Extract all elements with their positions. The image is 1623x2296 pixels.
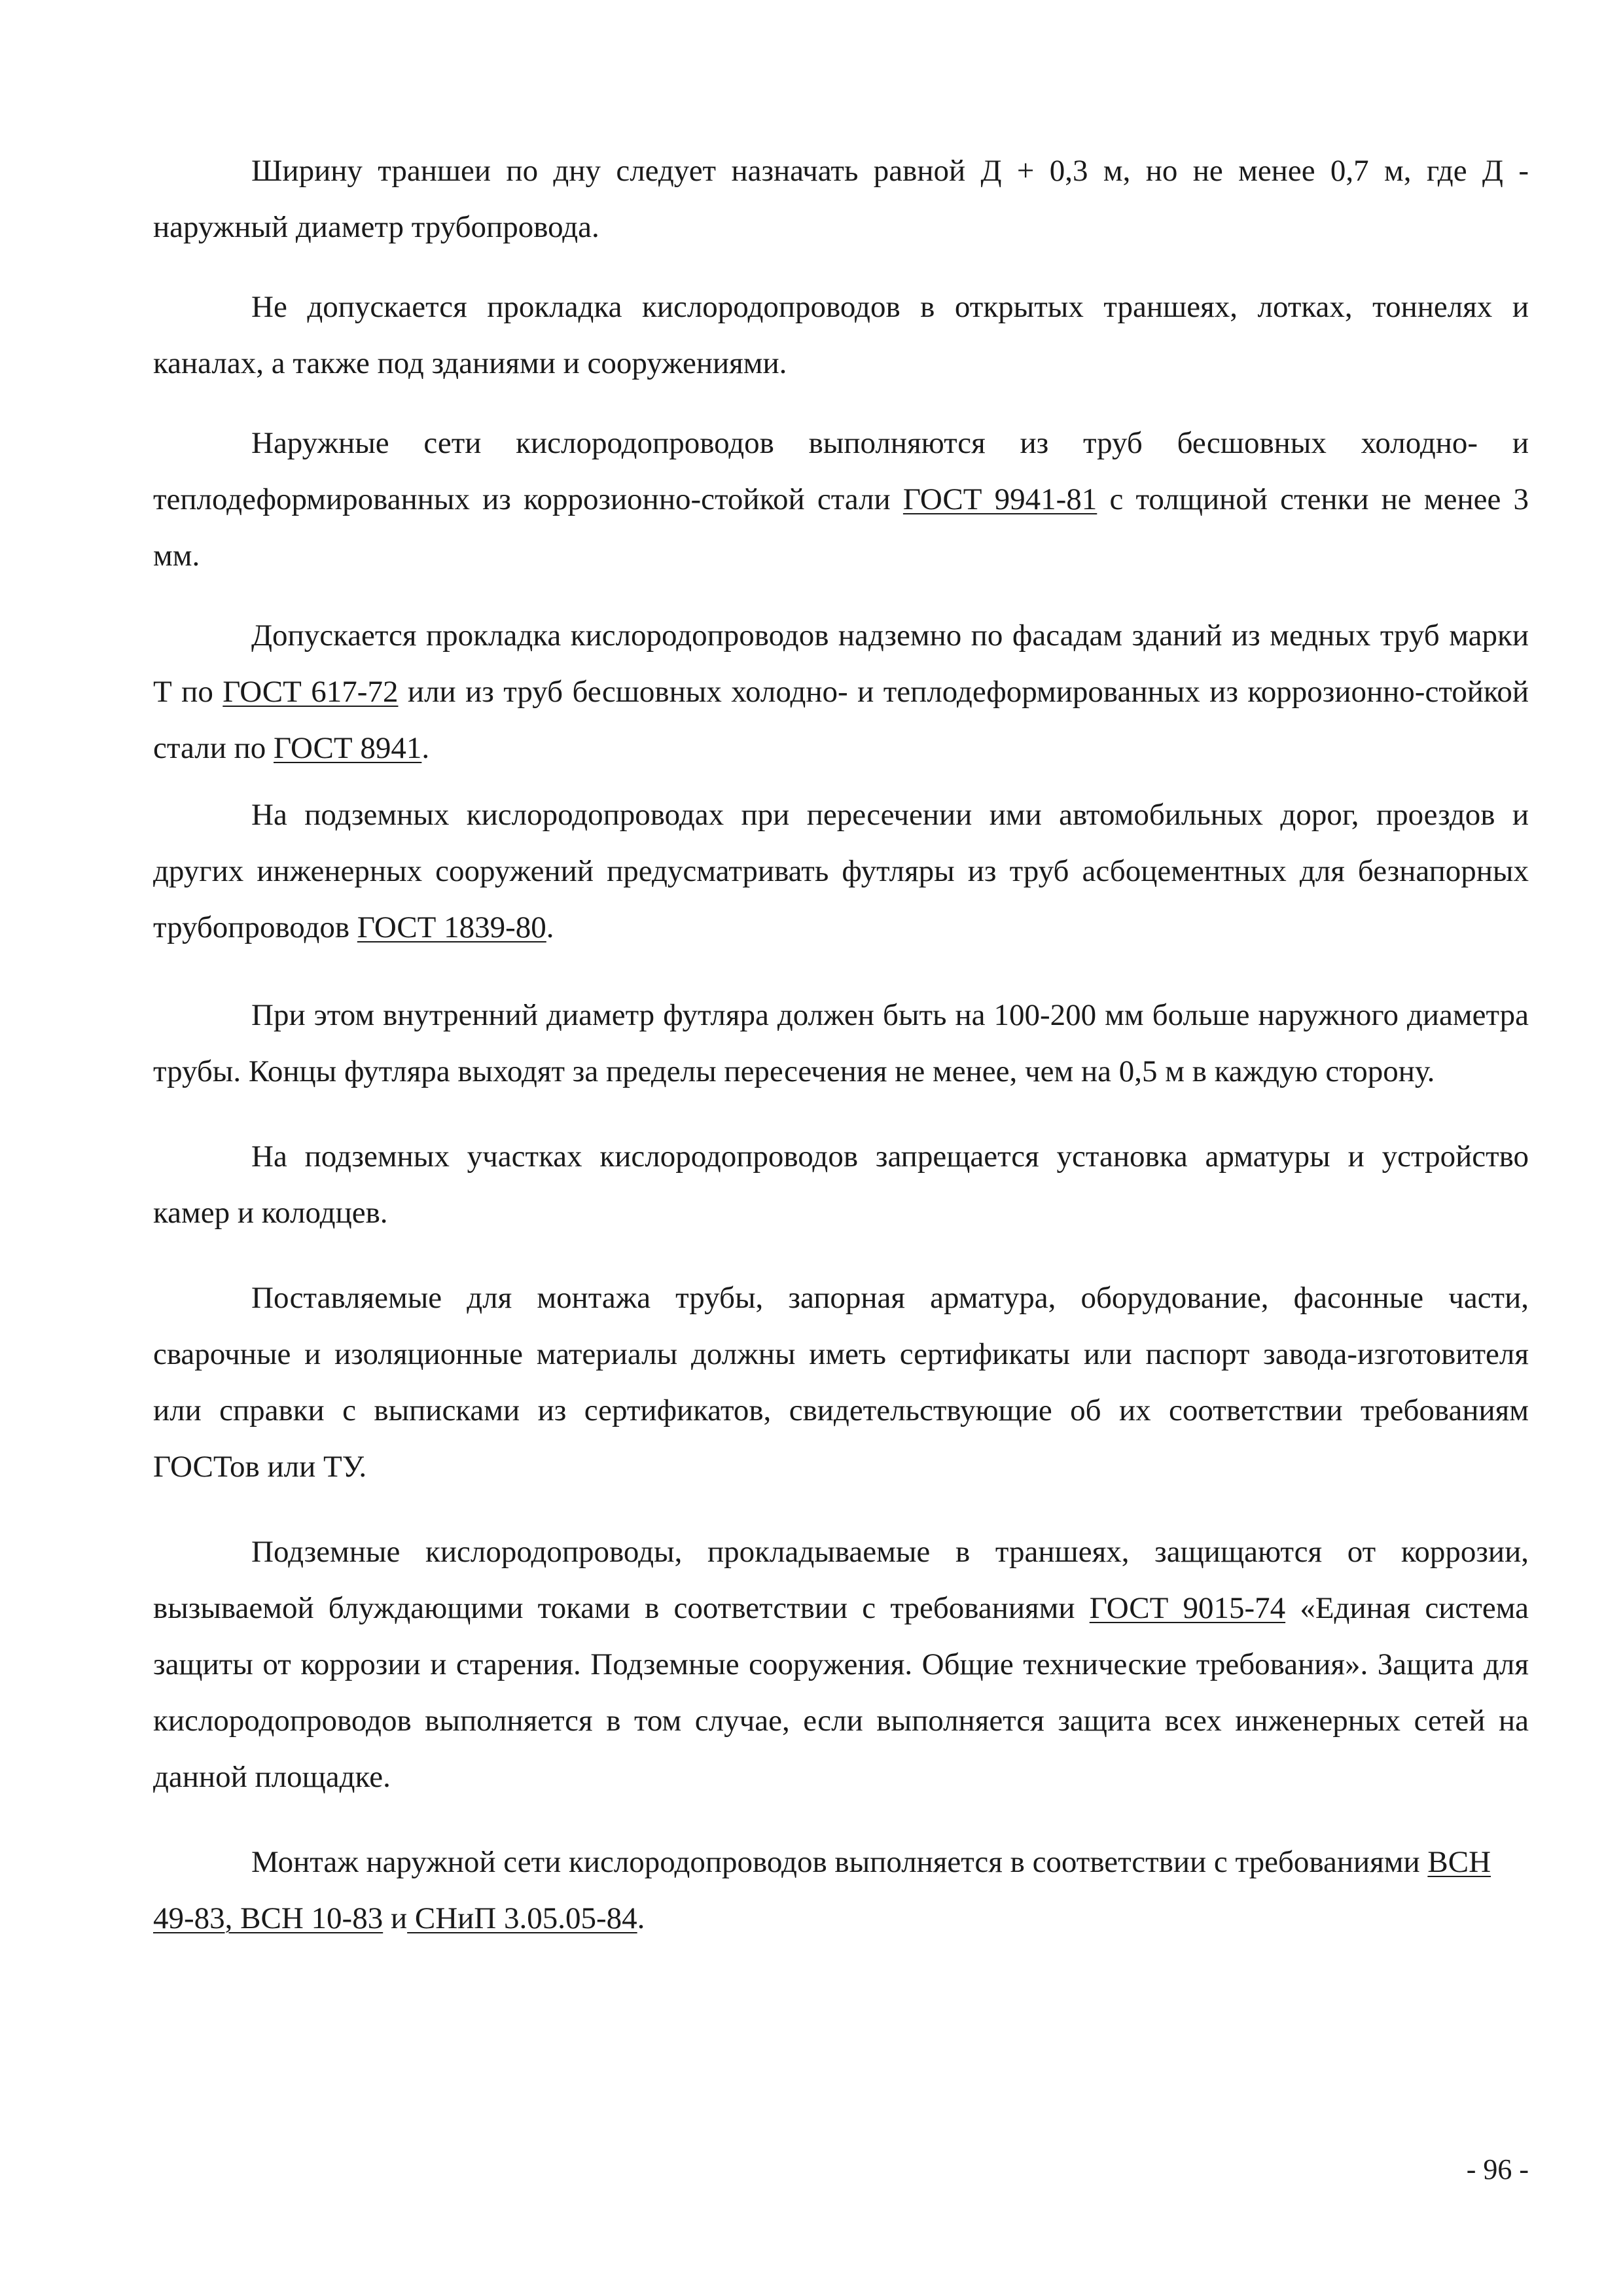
vsn-links[interactable]: ВСН 49-83, ВСН 10-83 [153, 1845, 1491, 1935]
paragraph-casings [153, 787, 1529, 956]
paragraph-text: . [546, 910, 554, 944]
paragraph-installation [153, 1834, 1529, 1946]
gost-9941-link[interactable]: ГОСТ 9941-81 [902, 482, 1097, 516]
paragraph-text: и [383, 1901, 408, 1935]
gost-1839-link[interactable]: ГОСТ 1839-80 [357, 910, 546, 944]
snip-3-05-05-84-link[interactable]: СНиП 3.05.05-84 [407, 1901, 637, 1935]
paragraph-certificates [153, 1270, 1529, 1495]
document-page [153, 143, 1529, 1946]
paragraph-corrosion-protection [153, 1524, 1529, 1805]
paragraph-trench-width [153, 143, 1529, 255]
paragraph-external-networks [153, 415, 1529, 584]
paragraph-above-ground [153, 607, 1529, 776]
paragraph-laying-restriction [153, 279, 1529, 391]
gost-8941-link[interactable]: ГОСТ 8941 [274, 731, 422, 765]
paragraph-text: Ширину траншеи по дну следует назначать равной Д + 0,3 м, но не менее 0,7 м, где Д - наружный диаметр трубопровода. [153, 154, 1529, 244]
paragraph-text: Поставляемые для монтажа трубы, запорная арматура, оборудование, фасонные части, сварочные и изоляционные материалы должны иметь сертификаты или паспорт завода-изготовителя или справки с выписками из сертификатов, свидетельствующие об их соответствии требованиям ГОСТов или ТУ. [153, 1281, 1529, 1484]
paragraph-casing-diameter [153, 987, 1529, 1100]
page-number: - 96 - [1466, 2153, 1529, 2185]
gost-617-link[interactable]: ГОСТ 617-72 [223, 675, 399, 709]
paragraph-text: Монтаж наружной сети кислородопроводов выполняется в соответствии с требованиями [251, 1845, 1428, 1879]
paragraph-text: или из труб бесшовных холодно- и теплодеформированных из коррозионно-стойкой стали по [153, 675, 1529, 765]
paragraph-text: Подземные кислородопроводы, прокладываемые в траншеях, защищаются от коррозии, вызываемой блуждающими токами в соответствии с требованиями [153, 1535, 1529, 1625]
paragraph-text: Допускается прокладка кислородопроводов надземно по фасадам зданий из медных труб марки Т по [153, 619, 1529, 709]
paragraph-text: . [421, 731, 430, 765]
gost-9015-link[interactable]: ГОСТ 9015-74 [1089, 1591, 1286, 1625]
paragraph-text: На подземных кислородопроводах при пересечении ими автомобильных дорог, проездов и других инженерных сооружений предусматривать футляры из труб асбоцементных для безнапорных трубопроводов [153, 798, 1529, 944]
paragraph-text: . [637, 1901, 645, 1935]
paragraph-text: «Единая система защиты от коррозии и старения. Подземные сооружения. Общие технические требования». Защита для кислородопроводов выполняется в том случае, если выполняется защита всех инженерных сетей на данной площадке. [153, 1591, 1529, 1794]
paragraph-text: При этом внутренний диаметр футляра должен быть на 100-200 мм больше наружного диаметра трубы. Концы футляра выходят за пределы пересечения не менее, чем на 0,5 м в каждую сторону. [153, 998, 1529, 1088]
paragraph-text: На подземных участках кислородопроводов запрещается установка арматуры и устройство камер и колодцев. [153, 1139, 1529, 1230]
paragraph-text: Не допускается прокладка кислородопроводов в открытых траншеях, лотках, тоннелях и каналах, а также под зданиями и сооружениями. [153, 290, 1529, 380]
paragraph-text: с толщиной стенки не менее 3 мм. [153, 482, 1529, 573]
paragraph-underground-sections [153, 1128, 1529, 1241]
paragraph-text: Наружные сети кислородопроводов выполняются из труб бесшовных холодно- и теплодеформированных из коррозионно-стойкой стали [153, 426, 1529, 516]
